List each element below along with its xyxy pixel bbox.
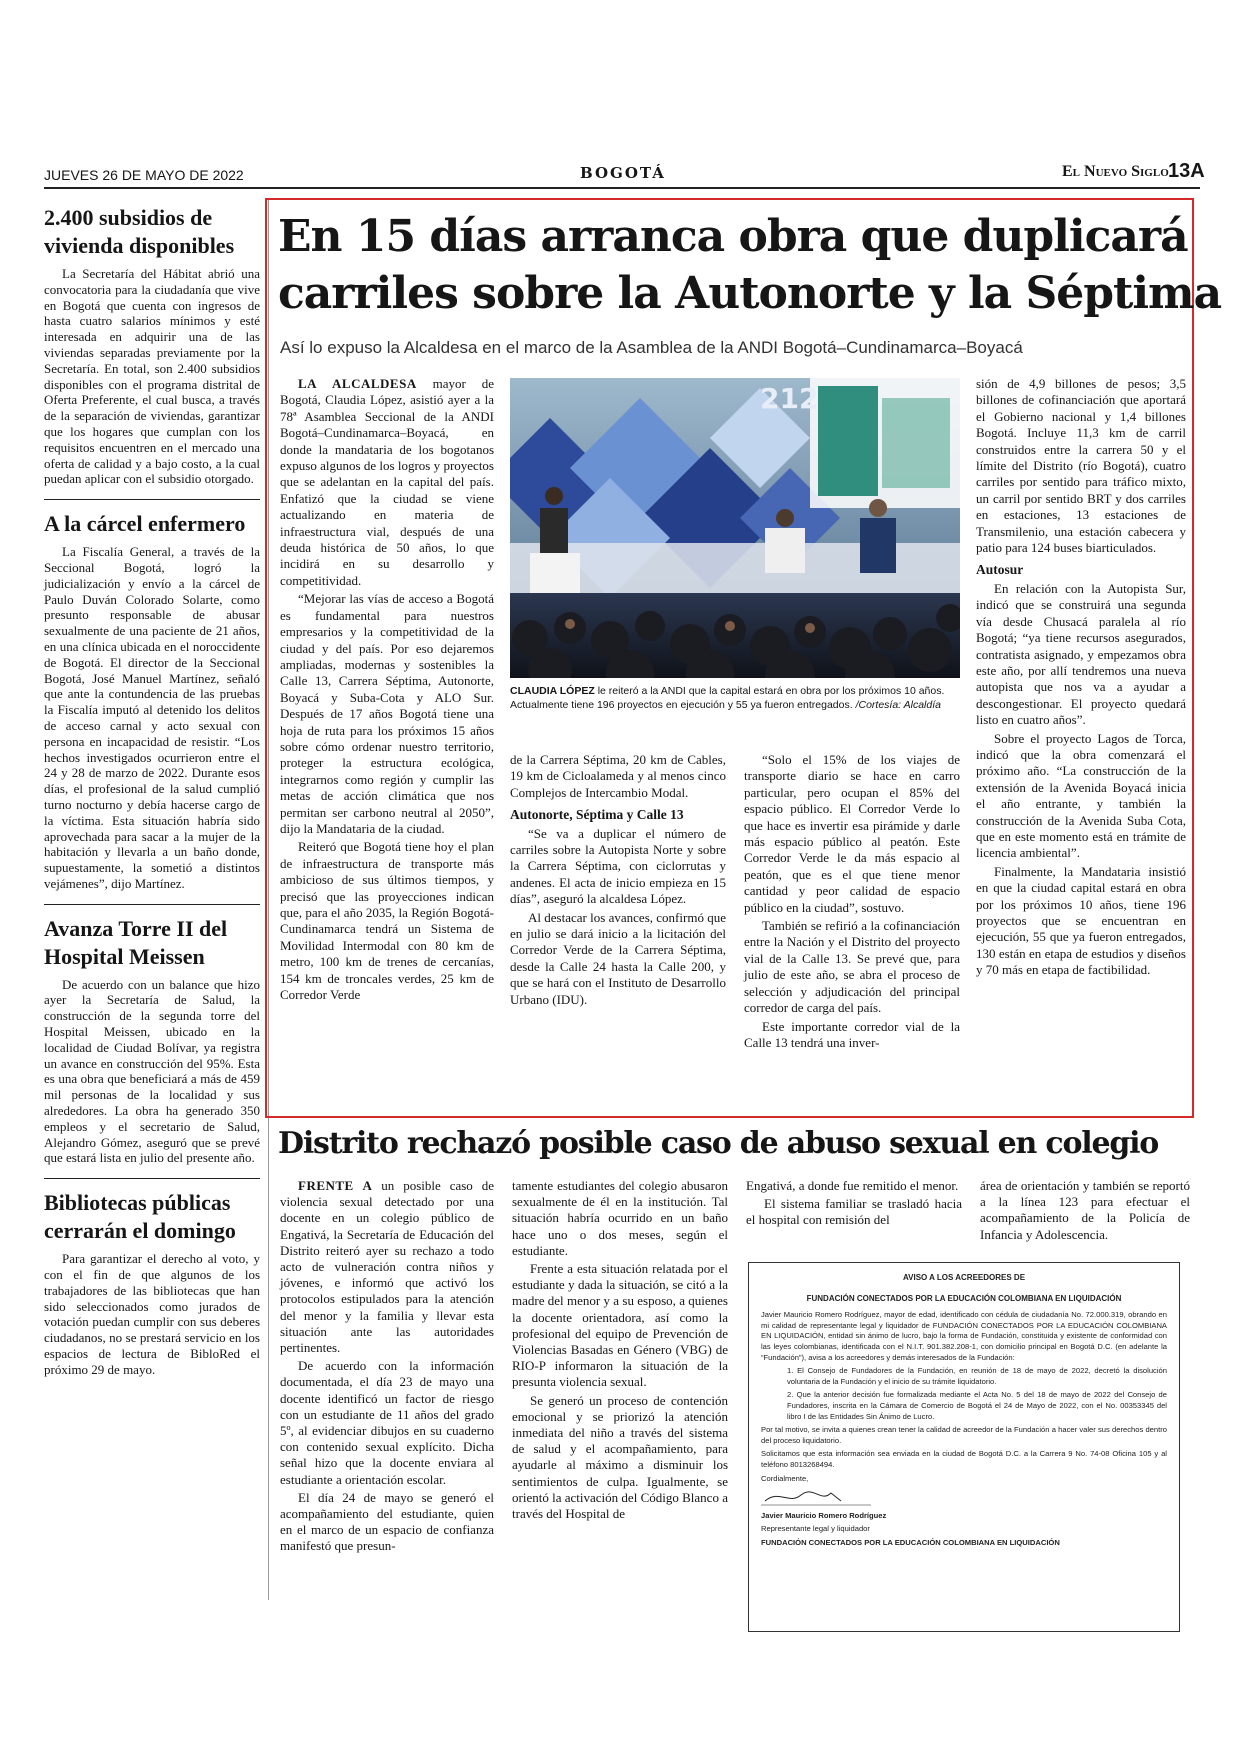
- notice-intro: Javier Mauricio Romero Rodríguez, mayor de edad, identificado con cédula de ciudadanía No. 72.000.319, obrando en mi calidad de representante legal y liquidador de FUNDACIÓN CONECTADOS POR LA EDUCACIÓN COLOMBIANA EN LIQUIDACIÓN, entidad sin ánimo de lucro, bajo la forma de Fundación, constituida y existente de conformidad con las leyes colombianas, identificada con el N.I.T. 901.382.208-1, con domicilio principal en Bogotá D.C. (en adelante la “Fundación”), avisa a los acreedores y demás interesados de la Fundación:: [761, 1310, 1167, 1362]
- paragraph: El sistema familiar se trasladó hacia el hospital con remisión del: [746, 1196, 962, 1228]
- paragraph: Finalmente, la Mandataria insistió en que la ciudad capital estará en obra por los próximos 10 años, tiene 196 proyectos que se encuentran en ejecución, 55 que ya fueron entregados, 130 están en etapa de estudios y diseños y 70 más en etapa de factibilidad.: [976, 863, 1186, 978]
- sidebar-item-bibliotecas: [44, 1189, 260, 1377]
- paragraph: Engativá, a donde fue remitido el menor.: [746, 1178, 959, 1193]
- sidebar-divider: [44, 904, 260, 905]
- sidebar-item-carcel: [44, 510, 260, 892]
- paragraph: de la Carrera Séptima, 20 km de Cables, 19 km de Cicloalameda y al menos cinco Complejos de Intercambio Modal.: [510, 752, 726, 800]
- paragraph: De acuerdo con la información documentada, el día 23 de mayo una docente identificó un factor de riesgo con un estudiante de 11 años del grado 5º, al evidenciar dibujos en su cuaderno con contenido sexual explícito. Dicha señal hizo que la docente enviara al estudiante a orientación escolar.: [280, 1358, 494, 1487]
- second-column-1: [280, 1178, 494, 1555]
- paragraph: “Se va a duplicar el número de carriles sobre la Autopista Norte y sobre la Carrera Séptima, con ciclorrutas y andenes. El acta de inicio empieza en 15 días”, aseguró la alcaldesa López.: [510, 825, 726, 907]
- sidebar-divider: [44, 1178, 260, 1179]
- caption-name: CLAUDIA LÓPEZ: [510, 685, 595, 697]
- caption-text: le reiteró a la ANDI que la capital estará en obra por los próximos 10 años. Actualmente tiene 196 proyectos en ejecución y 55 ya fueron entregados.: [510, 685, 945, 711]
- paragraph: “Mejorar las vías de acceso a Bogotá es fundamental para nuestros empresarios y la competitividad de la ciudad y del país. Por eso dejaremos ampliadas, modernas y sostenibles la Calle 13, Carrera Séptima, Autonorte, Boyacá y Suba-Cota y ALO Sur. Después de 17 años Bogotá tiene una hoja de ruta para los próximos 15 años sobre cómo ordenar nuestro territorio, proteger la estructura ecológica, integrarnos como región y cumplir las metas de acción climática que nos permitan ser carbono neutral al 2050”, dijo la Mandataria de la ciudad.: [280, 591, 494, 836]
- sidebar-item-subsidios: [44, 204, 260, 487]
- signature-icon: [761, 1487, 881, 1507]
- headline-line-2: carriles sobre la Autonorte y la Séptima: [278, 268, 1222, 319]
- paragraph: Frente a esta situación relatada por el estudiante y dada la situación, se citó a la madre del menor y a su esposo, a quienes la docente orientadora, así como la profesional del equipo de Prevención de Violencias Basadas en Género (VBG) de RIO-P informaron la situación de la presunta violencia sexual.: [512, 1261, 728, 1390]
- second-headline: Distrito rechazó posible caso de abuso sexual en colegio: [278, 1126, 1159, 1161]
- paragraph: Al destacar los avances, confirmó que en julio se dará inicio a la licitación del Corredor Verde de la Carrera Séptima, desde la Calle 24 hasta la Calle 200, y que se hará con el Instituto de Desarrollo Urbano (IDU).: [510, 909, 726, 1007]
- newspaper-name: El Nuevo Siglo: [1062, 163, 1169, 180]
- sidebar-title: Bibliotecas públicas cerrarán el domingo: [44, 1190, 236, 1244]
- main-column-4: [976, 376, 1186, 979]
- paragraph: Sobre el proyecto Lagos de Torca, indicó que la obra comenzará el próximo año. “La construcción de la extensión de la Avenida Boyacá inicia el año entrante, y también la construcción de la Avenida Suba Cota, que en este momento está en trámite de licencia ambiental”.: [976, 730, 1186, 861]
- notice-role: Representante legal y liquidador: [761, 1524, 870, 1534]
- sidebar-title: 2.400 subsidios de vivienda disponibles: [44, 205, 235, 258]
- lead-word: FRENTE A: [298, 1178, 373, 1193]
- lead-word: LA ALCALDESA: [298, 376, 417, 391]
- notice-item: 1. El Consejo de Fundadores de la Fundación, en reunión de 18 de mayo de 2022, decretó la disolución voluntaria de la Fundación y el inicio de su trámite liquidatorio.: [787, 1366, 1167, 1386]
- section-subhead: Autosur: [976, 562, 1024, 578]
- event-photo: [510, 378, 960, 678]
- issue-date: JUEVES 26 DE MAYO DE 2022: [44, 167, 244, 183]
- legal-notice: [748, 1262, 1180, 1632]
- notice-item: 2. Que la anterior decisión fue formalizada mediante el Acta No. 5 del 18 de mayo de 2022 del Consejo de Fundadores, inscrita en la Cámara de Comercio de Bogotá el 24 de Mayo de 2022, con el No. 00353345 del libro I de las Entidades Sin Ánimo de Lucro.: [787, 1390, 1167, 1421]
- notice-subtitle: FUNDACIÓN CONECTADOS POR LA EDUCACIÓN COLOMBIANA EN LIQUIDACIÓN: [806, 1293, 1122, 1303]
- notice-title: AVISO A LOS ACREEDORES DE: [902, 1273, 1026, 1282]
- second-column-3: [746, 1178, 962, 1229]
- sidebar-item-meissen: [44, 915, 260, 1167]
- notice-org: FUNDACIÓN CONECTADOS POR LA EDUCACIÓN COLOMBIANA EN LIQUIDACIÓN: [761, 1537, 1060, 1547]
- main-column-2: [510, 752, 726, 1008]
- header-rule: [44, 187, 1200, 189]
- paragraph: área de orientación y también se reportó a la línea 123 para efectuar el acompañamiento de la Policía de Infancia y Adolescencia.: [980, 1178, 1190, 1242]
- paragraph: Se generó un proceso de contención emocional y se priorizó la atención inmediata del niño a través del sistema de salud y el acompañamiento, para ayudarle al máximo a disminuir los sentimientos de culpa. Igualmente, se orientó la activación del Código Blanco a través del Hospital de: [512, 1392, 728, 1522]
- section-name: BOGOTÁ: [580, 164, 666, 182]
- paragraph: “Solo el 15% de los viajes de transporte diario se hace en carro particular, pero ocupan el 85% del espacio público. El Corredor Verde lo que hace es invertir esa pirámide y darle más espacio público al peatón. Este Corredor Verde le da más espacio al peatón, que es el que tiene menor cantidad y peor calidad de espacio público en la ciudad”, sostuvo.: [744, 752, 960, 915]
- photo-illustration: [510, 378, 960, 678]
- main-column-3: [744, 752, 960, 1051]
- notice-paragraph: Por tal motivo, se invita a quienes crean tener la calidad de acreedor de la Fundación a hacer valer sus derechos dentro del proceso liquidatorio.: [761, 1425, 1167, 1445]
- paragraph: Reiteró que Bogotá tiene hoy el plan de infraestructura de transporte más ambicioso de sus últimos tiempos, y precisó que las proyecciones indican que, para el año 2035, la Región Bogotá-Cundinamarca tendrá un Sistema de Movilidad Intermodal con 80 km de metro, 100 km de trenes de cercanías, 154 km de troncales verdes, 25 km de Corredor Verde: [280, 839, 494, 1003]
- notice-closing: Cordialmente,: [761, 1473, 809, 1483]
- second-column-2: [512, 1178, 728, 1522]
- sidebar-title: Avanza Torre II del Hospital Meissen: [44, 915, 228, 969]
- sidebar-title: A la cárcel enfermero: [44, 511, 246, 537]
- paragraph: sión de 4,9 billones de pesos; 3,5 billones de cofinanciación que aportará el Gobierno nacional y 1,4 billones Bogotá. Incluye 11,3 km de carril construidos entre la carrera 50 y el límite del Distrito (río Bogotá), cuatro carriles por sentido para tráfico mixto, un carril por sentido BRT y dos carriles en estaciones, 13 estaciones de Transmilenio, una estación cabecera y patio para 124 buses biarticulados.: [976, 376, 1186, 556]
- sidebar-body: La Fiscalía General, a través de la Seccional Bogotá, logró la judicialización y envío a la cárcel de Paulo Duván Colorado Solarte, como presunto responsable de abusar sexualmente de una paciente de 21 años, en una clínica ubicada en el noroccidente de Bogotá. El director de la Seccional Bogotá, José Manuel Martínez, señaló que ante la contundencia de las pruebas la Fiscalía imputó al detenido los delitos de acceso carnal y acto sexual con persona en incapacidad de resistir. “Los hechos investigados ocurrieron entre el 24 y 28 de marzo de 2022. Durante esos días, el profesional de la salud cumplió turno nocturno y debía hacerse cargo de la víctima. Esta situación habría sido aprovechada para sacar a la mujer de la habitación y llevarla a un baño donde, supuestamente, la sometió a distintos vejámenes”, dijo Martínez.: [44, 544, 260, 891]
- paragraph: un posible caso de violencia sexual detectado por una docente en un colegio público de Engativá, la Secretaría de Educación del Distrito reiteró ayer su rechazo a todo acto de vulneración contra niños y jóvenes, e informó que activó los protocolos estipulados para la atención del menor y la familia y llevar esta situación ante las autoridades pertinentes.: [280, 1178, 495, 1356]
- main-column-1: [280, 376, 494, 1003]
- second-column-4: [980, 1178, 1190, 1243]
- paragraph: Este importante corredor vial de la Calle 13 tendrá una inver-: [744, 1018, 960, 1050]
- paragraph: tamente estudiantes del colegio abusaron sexualmente de él en la institución. Tal situación habría ocurrido en un baño hace uno o dos meses, según el estudiante.: [512, 1178, 728, 1258]
- paragraph: mayor de Bogotá, Claudia López, asistió ayer a la 78ª Asamblea Seccional de la ANDI Bogotá–Cundinamarca–Boyacá, en donde la mandataria de los bogotanos expuso algunos de los logros y proyectos que se adelantan en la capital del país. Enfatizó que la ciudad se viene actualizando en materia de infraestructura vial, después de una deuda histórica de 50 años, lo que incidirá en su desarrollo y competitividad.: [280, 376, 495, 588]
- screen-number: 212: [760, 382, 819, 415]
- sidebar-body: De acuerdo con un balance que hizo ayer la Secretaría de Salud, la construcción de la segunda torre del Hospital Meissen, ubicado en la localidad de Ciudad Bolívar, ya registra un avance en construcción del 95%. Esta es una obra que beneficiará a más de 459 mil personas de la localidad y sus alrededores. La obra ha generado 350 empleos y el secretario de Salud, Alejandro Gómez, aseguró que se prevé que estará lista en julio del presente año.: [44, 976, 260, 1166]
- sidebar: [44, 204, 260, 1378]
- paragraph: En relación con la Autopista Sur, indicó que se construirá una segunda vía desde Chusacá paralela al río Bogotá; “ya tiene recursos asegurados, contratista asignado, y empezamos obra este año, por allí tendremos una nueva autopista que nos va a ayudar a descongestionar. El proyecto quedará listo en cuatro años”.: [976, 580, 1186, 728]
- main-headline: [278, 208, 1222, 322]
- headline-line-1: En 15 días arranca obra que duplicará: [278, 211, 1188, 262]
- photo-credit: /Cortesía: Alcaldía: [855, 699, 941, 711]
- main-subheadline: Así lo expuso la Alcaldesa en el marco de la Asamblea de la ANDI Bogotá–Cundinamarca–Boyacá: [280, 338, 1023, 357]
- sidebar-body: Para garantizar el derecho al voto, y con el fin de que algunos de los trabajadores de las bibliotecas que han sido seleccionados como jurados de votación puedan cumplir con sus deberes ciudadanos, no se prestará servicio en los espacios de lectura de BibloRed el próximo 29 de mayo.: [44, 1251, 260, 1377]
- notice-signer: Javier Mauricio Romero Rodríguez: [761, 1510, 887, 1520]
- page-number: 13A: [1168, 160, 1205, 182]
- sidebar-divider: [44, 499, 260, 500]
- notice-paragraph: Solicitamos que esta información sea enviada en la ciudad de Bogotá D.C. a la Carrera 9 No. 74-08 Oficina 105 y al teléfono 8013268494.: [761, 1449, 1167, 1469]
- paragraph: También se refirió a la cofinanciación entre la Nación y el Distrito del proyecto vial de la Calle 13. Se prevé que, para julio de este año, se abra el proceso de selección y adjudicación del principal corredor de carga del país.: [744, 918, 960, 1016]
- photo-caption: [510, 684, 960, 712]
- section-subhead: Autonorte, Séptima y Calle 13: [510, 807, 684, 823]
- sidebar-body: La Secretaría del Hábitat abrió una convocatoria para la ciudadanía que vive en Bogotá que cuenta con ingresos de hasta cuatro salarios mínimos y esté interesada en adquirir una de las viviendas separadas previamente por la Secretaría. En total, son 2.400 subsidios disponibles con el programa distrital de Oferta Preferente, el cual busca, a través de la separación de viviendas, garantizar que los hogares que cumplan con los requisitos encuentren en el mercado una oferta de calidad y a bajo costo, a la cual puedan aplicar con el subsidio otorgado.: [44, 266, 260, 487]
- paragraph: El día 24 de mayo se generó el acompañamiento del estudiante, quien en el marco de un espacio de confianza manifestó que presun-: [280, 1489, 494, 1554]
